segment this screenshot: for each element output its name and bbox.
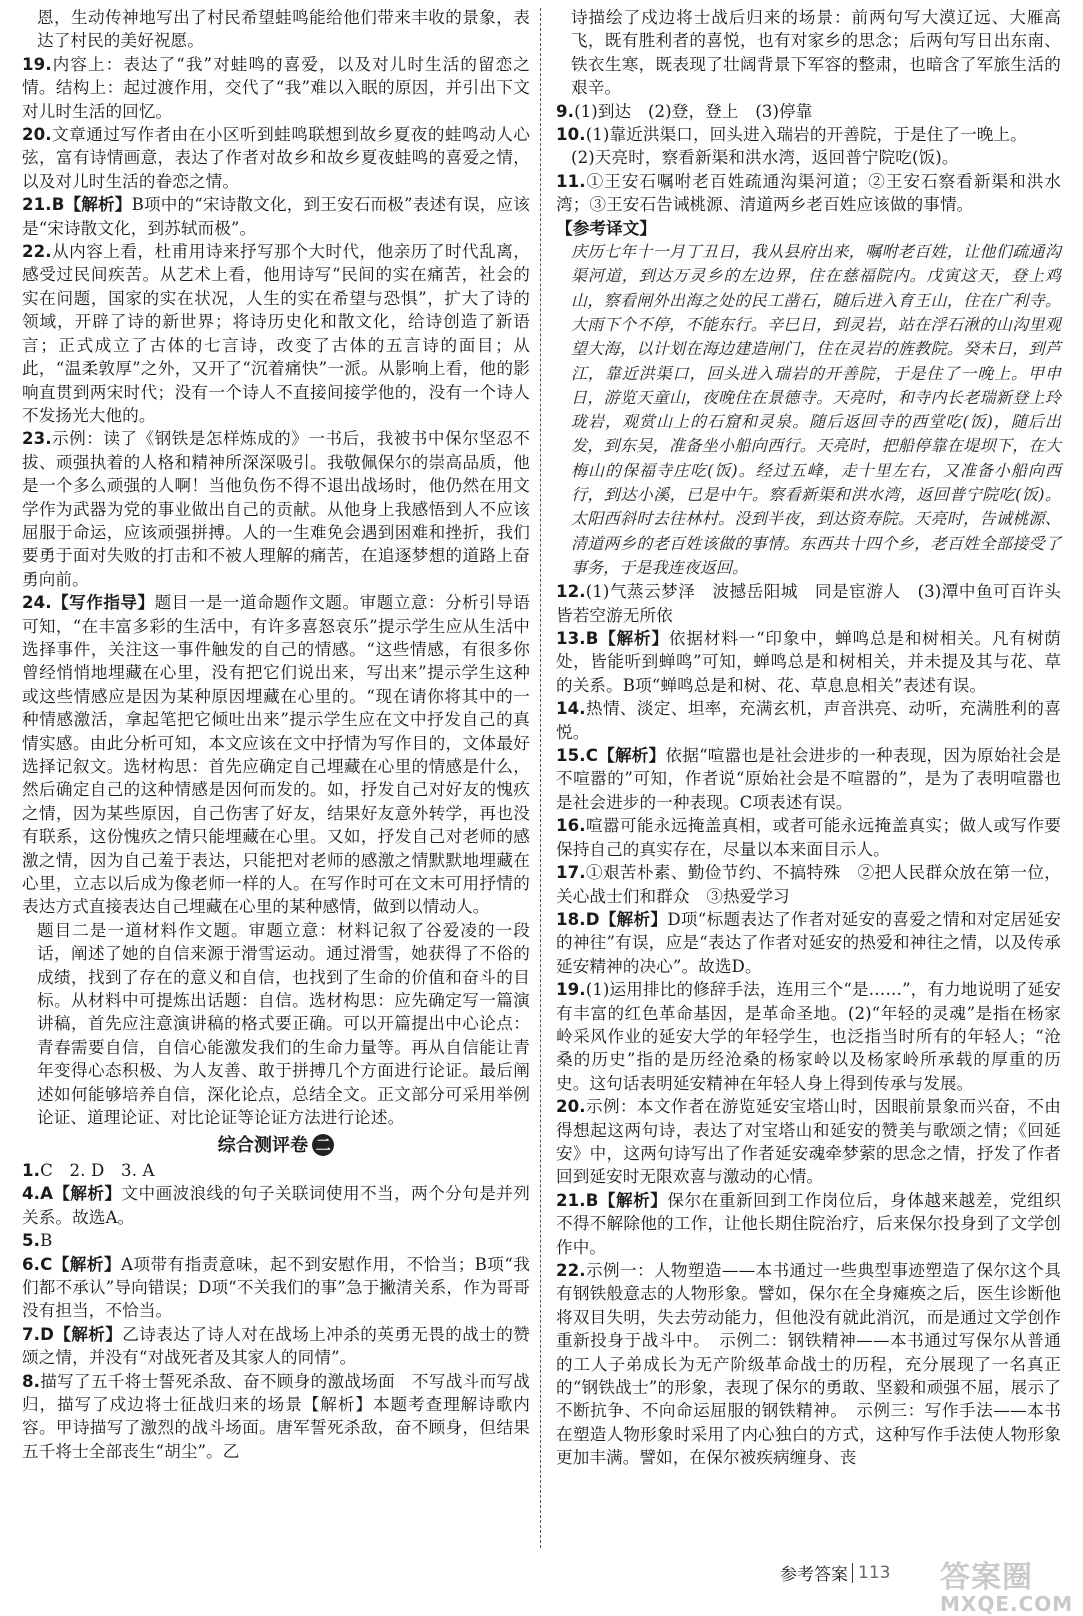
answer-item: [22, 1370, 530, 1464]
answer-item: [556, 1095, 1061, 1189]
answer-text: 从内容上看，杜甫用诗来抒写那个大时代，他亲历了时代乱离，感受过民间疾苦。从艺术上看，他用诗写“民间的实在痛苦，社会的实在问题，国家的实在状况，人生的实在希望与恐惧”，扩大了诗的领域，开辟了诗的新世界；将诗历史化和散文化，给诗创造了新语言；正式成立了古体的七言诗，改变了古体的五言诗的面目；从此，“温柔敦厚”之外，又开了“沉着痛快”一派。从影响上看，他的影响直贯到两宋时代；没有一个诗人不直接间接学他的，没有一个诗人不发扬光大他的。: [22, 242, 530, 425]
right-answer-list: [556, 6, 1061, 217]
watermark-logo-text: 答案圈: [940, 1560, 1033, 1595]
answer-item: [556, 861, 1061, 908]
answer-item: [556, 1189, 1061, 1259]
answer-item: [22, 1253, 530, 1323]
answer-tag: D【解析】: [585, 909, 668, 929]
answer-item: [22, 6, 530, 53]
answer-item: [22, 919, 530, 1130]
section-badge: 二: [312, 1134, 334, 1156]
answer-text: (1)靠近洪渠口，回头进入瑞岩的开善院，于是住了一晚上。: [585, 125, 1027, 145]
answer-tag: B【解析】: [51, 195, 132, 215]
answer-number: 9.: [556, 101, 575, 121]
answer-item: [22, 240, 530, 427]
answer-text: 诗描绘了戍边将士战后归来的场景：前两句写大漠辽远、大雁高飞，既有胜利者的喜悦，也有对家乡的思念；后两句写日出东南、铁衣生寒，既表现了壮阔背景下军容的整肃，也暗含了军旅生活的艰辛。: [571, 8, 1061, 98]
answer-tag: C【解析】: [40, 1254, 122, 1274]
answer-number: 21.: [22, 195, 52, 215]
answer-tag: 【写作指导】: [51, 593, 155, 613]
answer-tag: A【解析】: [40, 1184, 122, 1204]
answer-number: 12.: [556, 582, 586, 602]
left-column: [22, 6, 530, 1463]
answer-text: 题目一是一道命题作文题。审题立意：分析引导语可知，“在丰富多彩的生活中，有许多喜怒哀乐”提示学生应从生活中选择事件，关注这一事件触发的自己的情感。“这些情感，有很多你曾经悄悄地埋藏在心里，没有把它们说出来，写出来”提示学生这种或这些情感应是因为某种原因埋藏在心里的。“现在请你将其中的一种情感激活，拿起笔把它倾吐出来”提示学生应在文中抒发自己的真情实感。由此分析可知，本文应该在文中抒情为写作目的，文体最好选择记叙文。选材构思：首先应确定自己埋藏在心里的情感是什么，然后确定自己的这种情感是因何而发的。如，抒发自己对好友的愧疚之情，因为某些原因，自己伤害了好友，结果好友意外转学，再也没有联系，这份愧疚之情只能埋藏在心里。又如，抒发自己对老师的感激之情，因为自己羞于表达，只能把对老师的感激之情默默地埋藏在心里，立志以后成为像老师一样的人。在写作时可在文末可用抒情的表达方式直接表达自己埋藏在心里的某种感情，做到以情动人。: [22, 593, 530, 917]
answer-text: (1)气蒸云梦泽 波撼岳阳城 同是宦游人 (3)潭中鱼可百许头 皆若空游无所依: [556, 582, 1078, 625]
answer-number: 16.: [556, 816, 586, 836]
answer-number: 20.: [556, 1097, 586, 1117]
answer-item: [22, 427, 530, 591]
answer-number: 6.: [22, 1254, 41, 1274]
answer-text: 示例：读了《钢铁是怎样炼成的》一书后，我被书中保尔坚忍不拔、顽强执着的人格和精神所深深吸引。我敬佩保尔的崇高品质，他是一个多么顽强的人啊！当他负伤不得不退出战场时，他仍然在用文学作为武器为党的事业做出自己的贡献。从他身上我感悟到人不应该屈服于命运，应该顽强拼搏。人的一生难免会遇到困难和挫折，我们要勇于面对失败的打击和不被人理解的痛苦，在追逐梦想的道路上奋勇向前。: [22, 429, 530, 589]
answer-item: [556, 814, 1061, 861]
answer-number: 14.: [556, 699, 586, 719]
answer-tag: D【解析】: [40, 1324, 123, 1344]
answer-text: 示例：本文作者在游览延安宝塔山时，因眼前景象而兴奋，不由得想起这两句诗，表达了对宝塔山和延安的赞美与歌颂之情；《回延安》中，这两句诗写出了作者延安魂牵梦萦的思念之情，抒发了作者回到延安时无限欢喜与激动的心情。: [556, 1097, 1061, 1187]
watermark-url: MXQE.COM: [940, 1592, 1074, 1616]
answer-text: A项带有指责意味，起不到安慰作用，不恰当；B项“我们都不承认”导向错误；D项“不关我们的事”急于撇清关系，作为哥哥没有担当，不恰当。: [22, 1254, 530, 1321]
answer-item: [556, 697, 1061, 744]
answer-number: 11.: [556, 171, 586, 191]
answer-item: [556, 908, 1061, 978]
watermark: [940, 1552, 1073, 1616]
answer-text: B项中的“宋诗散文化，到王安石而极”表述有误，应该是“宋诗散文化，到苏轼而极”。: [22, 195, 530, 238]
answer-number: 21.: [556, 1190, 586, 1210]
answer-number: 19.: [556, 980, 586, 1000]
answer-item: [22, 1229, 530, 1252]
answer-item: [22, 591, 530, 919]
answer-number: 22.: [556, 1261, 586, 1280]
answer-text: (1)到达 (2)登，登上 (3)停靠: [574, 101, 813, 121]
answer-item: [556, 123, 1061, 146]
answer-item: [556, 744, 1061, 814]
answer-number: 4.: [22, 1184, 41, 1204]
page-number: 113: [852, 1563, 890, 1583]
answer-number: 19.: [22, 54, 52, 74]
answer-number: 17.: [556, 863, 586, 883]
page-footer: [780, 1560, 890, 1585]
left-answer-list-2: [22, 1159, 530, 1463]
answer-text: 恩，生动传神地写出了村民希望蛙鸣能给他们带来丰收的景象，表达了村民的美好祝愿。: [37, 8, 530, 51]
answer-text: 文中画波浪线的句子关联词使用不当，两个分句是并列关系。故选A。: [22, 1184, 531, 1227]
answer-number: 22.: [22, 242, 52, 262]
answer-text: 内容上：表达了“我”对蛙鸣的喜爱，以及对儿时生活的留恋之情。结构上：起过渡作用，交代了“我”难以入眠的原因，并引出下文对儿时生活的回忆。: [22, 54, 530, 121]
answer-item: [22, 123, 530, 193]
right-column: [556, 6, 1078, 1470]
answer-text: 文章通过写作者由在小区听到蛙鸣联想到故乡夏夜的蛙鸣动人心弦，富有诗情画意，表达了作者对故乡和故乡夏夜蛙鸣的喜爱之情，以及对儿时生活的眷恋之情。: [22, 125, 530, 191]
answer-text: 依据材料一“印象中，蝉鸣总是和树相关。凡有树荫处，皆能听到蝉鸣”可知，蝉鸣总是和树相关，并未提及其与花、草的关系。B项“蝉鸣总是和树、花、草息息相关”表述有误。: [556, 629, 1061, 695]
answer-number: 13.: [556, 629, 586, 649]
answer-number: 10.: [556, 125, 586, 145]
answer-text: 示例一：人物塑造——本书通过一些典型事迹塑造了保尔这个具有钢铁般意志的人物形象。譬如，保尔在全身瘫痪之后，医生诊断他将双目失明，失去劳动能力，但他没有就此消沉，而是通过文学创作重新投身于战斗中。 示例二：钢铁精神——本书通过写保尔从普通的工人子弟成长为无产阶级革命战士的历程，充分展现了一名真正的“钢铁战士”的形象，表现了保尔的勇敢、坚毅和顽强不屈，展示了不断抗争、不向命运屈服的钢铁精神。 示例三：写作手法——本书在塑造人物形象时采用了内心独白的方式，这种写作手法使人物形象更加丰满。譬如，在保尔被疾病缠身、丧: [556, 1261, 1061, 1468]
answer-text: C 2. D 3. A: [40, 1160, 155, 1180]
left-answer-list: [22, 6, 530, 1130]
answer-number: 23.: [22, 429, 52, 449]
answer-text: 热情、淡定、坦率，充满玄机，声音洪亮、动听，充满胜利的喜悦。: [556, 699, 1061, 742]
column-divider: [540, 8, 541, 1548]
answer-item: [556, 170, 1061, 217]
answer-item: [556, 100, 1061, 123]
answer-item: [22, 1323, 530, 1370]
section-heading: [22, 1134, 530, 1157]
answer-text: ①王安石嘱咐老百姓疏通沟渠河道；②王安石察看新渠和洪水湾；③王安石告诫桃源、清道两乡老百姓应该做的事情。: [556, 171, 1061, 215]
answer-number: 24.: [22, 593, 52, 613]
answer-item: [556, 6, 1061, 100]
right-answer-list-2: [556, 580, 1078, 1469]
answer-text: 题目二是一道材料作文题。审题立意：材料记叙了谷爱凌的一段话，阐述了她的自信来源于滑雪运动。通过滑雪，她获得了不俗的成绩，找到了存在的意义和自信，也找到了生命的价值和奋斗的目标。从材料中可提炼出话题：自信。选材构思：应先确定写一篇演讲稿，首先应注意演讲稿的格式要正确。可以开篇提出中心论点：青春需要自信，自信心能激发我们的生命力量等。再从自信能让青年变得心态积极、为人友善、敢于拼搏几个方面进行论证。最后阐述如何能够培养自信，深化论点，总结全文。正文部分可采用举例论证、道理论证、对比论证等论证方法进行论述。: [37, 920, 530, 1128]
answer-item: [556, 978, 1061, 1095]
section-title: 综合测评卷: [217, 1134, 309, 1156]
answer-item: [556, 1259, 1061, 1470]
answer-text: D项“标题表达了作者对延安的喜爱之情和对定居延安的神往”有误，应是“表达了作者对延安的热爱和神往之情，以及传承延安精神的决心”。故选D。: [556, 909, 1062, 976]
answer-tag: B【解析】: [585, 629, 669, 649]
answer-tag: B【解析】: [585, 1190, 668, 1210]
answer-text: (1)运用排比的修辞手法，连用三个“是……”，有力地说明了延安有丰富的红色革命基因，是革命圣地。(2)“年轻的灵魂”是指在杨家岭采风作业的延安大学的年轻学生，也泛指当时所有的年轻人；“沧桑的历史”指的是历经沧桑的杨家岭以及杨家岭所承载的厚重的历史。这句话表明延安精神在年轻人身上得到传承与发展。: [556, 980, 1061, 1093]
answer-text: (2)天亮时，察看新渠和洪水湾，返回普宁院吃(饭)。: [571, 148, 959, 168]
answer-text: 乙诗表达了诗人对在战场上冲杀的英勇无畏的战士的赞颂之情，并没有“对战死者及其家人的同情”。: [22, 1324, 530, 1368]
answer-text: B: [40, 1231, 53, 1251]
answer-text: ①艰苦朴素、勤俭节约、不搞特殊 ②把人民群众放在第一位，关心战士们和群众 ③热爱学习: [556, 863, 1061, 906]
answer-number: 1.: [22, 1160, 41, 1180]
answer-item: [22, 1182, 530, 1229]
answer-item: [556, 580, 1078, 627]
footer-label: 参考答案: [780, 1565, 848, 1585]
answer-item: [22, 193, 530, 240]
answer-number: 8.: [22, 1371, 41, 1391]
answer-text: 保尔在重新回到工作岗位后，身体越来越差，党组织不得不解除他的工作，让他长期住院治疗，后来保尔投身到了文学创作中。: [556, 1190, 1061, 1257]
answer-tag: C【解析】: [585, 746, 666, 766]
answer-item: [556, 627, 1061, 697]
answer-number: 15.: [556, 746, 586, 766]
answer-number: 20.: [22, 125, 52, 145]
answer-text: 描写了五千将士誓死杀敌、奋不顾身的激战场面 不写战斗而写战归，描写了戍边将士征战归来的场景【解析】本题考查理解诗歌内容。甲诗描写了激烈的战斗场面。唐军誓死杀敌，奋不顾身，但结果五千将士全部丧生“胡尘”。乙: [22, 1371, 530, 1461]
answer-number: 5.: [22, 1231, 41, 1251]
answer-text: 依据“喧嚣也是社会进步的一种表现，因为原始社会是不喧嚣的”可知，作者说“原始社会是不喧嚣的”，是为了表明喧嚣也是社会进步的一种表现。C项表述有误。: [556, 746, 1061, 812]
answer-item: [22, 53, 530, 123]
answer-item: [22, 1159, 530, 1182]
reference-translation-title: 【参考译文】: [556, 218, 657, 238]
answer-text: 喧嚣可能永远掩盖真相，或者可能永远掩盖真实；做人或写作要保持自己的真实存在，尽量以本来面目示人。: [556, 816, 1061, 859]
answer-number: 18.: [556, 909, 586, 929]
answer-number: 7.: [22, 1324, 41, 1344]
answer-item: [556, 146, 1061, 169]
reference-translation: 庆历七年十一月丁丑日，我从县府出来，嘱咐老百姓，让他们疏通沟渠河道，到达万灵乡的左边界，住在慈福院内。戊寅这天，登上鸡山，察看闸外出海之处的民工凿石，随后进入育王山，住在广利寺。大雨下个不停，不能东行。辛巳日，到灵岩，站在浮石湫的山沟里观望大海，以计划在海边建造闸门，住在灵岩的旌教院。癸未日，到芦江，靠近洪渠口，回头进入瑞岩的开善院，于是住了一晚上。甲申日，游览天童山，夜晚住在景德寺。天亮时，和寺内长老瑞新登上玲珑岩，观赏山上的石窟和灵泉。随后返回寺的西堂吃(饭)，随后出发，到东吴，准备坐小船向西行。天亮时，把船停靠在堤坝下，在大梅山的保福寺庄吃(饭)。经过五峰，走十里左右，又准备小船向西行，到达小溪，已是中午。察看新渠和洪水湾，返回普宁院吃(饭)。太阳西斜时去往林村。没到半夜，到达资寿院。天亮时，告诫桃源、清道两乡的老百姓该做的事情。东西共十四个乡，老百姓全部接受了事务，于是我连夜返回。: [571, 242, 1061, 577]
